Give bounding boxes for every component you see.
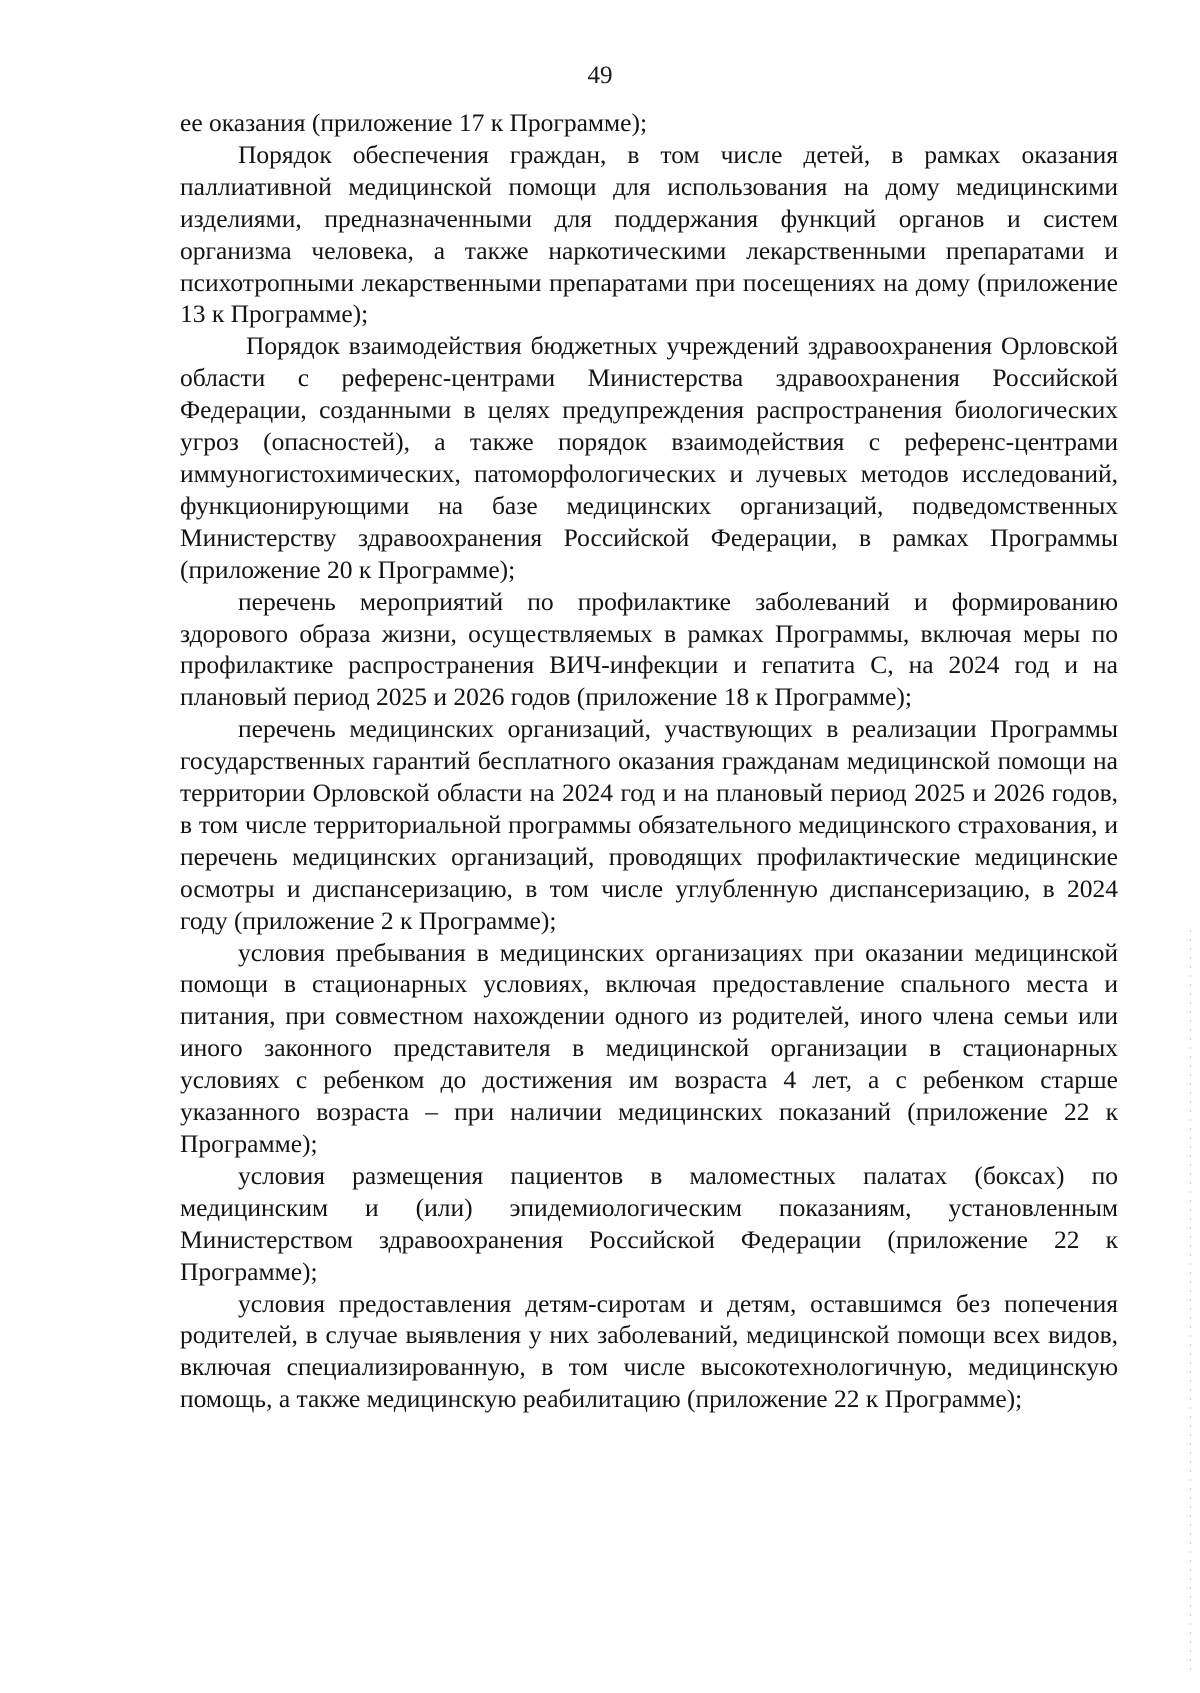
paragraph: условия предоставления детям-сиротам и детям, оставшимся без попечения родителей, в случае выявления у них заболеваний, медицинской помощи всех видов, включая специализированную, в том числе высокотехнологичную, медицинскую помощь, а также медицинскую реабилитацию (приложение 22 к Программе); xyxy=(180,1288,1118,1414)
paragraph: Порядок обеспечения граждан, в том числе детей, в рамках оказания паллиативной медицинской помощи для использования на дому медицинскими изделиями, предназначенными для поддержания функций органов и систем организма человека, а также наркотическими лекарственными препаратами и психотропными лекарственными препаратами при посещениях на дому (приложение 13 к Программе); xyxy=(180,139,1118,329)
scan-edge-mark xyxy=(1190,930,1191,1670)
paragraph: условия размещения пациентов в маломестных палатах (боксах) по медицинским и (или) эпидемиологическим показаниям, установленным Министерством здравоохранения Российской Федерации (приложение 22 к Программе); xyxy=(180,1160,1118,1286)
document-body xyxy=(180,107,1118,1415)
paragraph: ее оказания (приложение 17 к Программе); xyxy=(180,108,648,137)
paragraph: перечень медицинских организаций, участвующих в реализации Программы государственных гарантий бесплатного оказания гражданам медицинской помощи на территории Орловской области на 2024 год и на плановый период 2025 и 2026 годов, в том числе территориальной программы обязательного медицинского страхования, и перечень медицинских организаций, проводящих профилактические медицинские осмотры и диспансеризацию, в том числе углубленную диспансеризацию, в 2024 году (приложение 2 к Программе); xyxy=(180,714,1118,935)
paragraph: условия пребывания в медицинских организациях при оказании медицинской помощи в стационарных условиях, включая предоставление спального места и питания, при совместном нахождении одного из родителей, иного члена семьи или иного законного представителя в медицинской организации в стационарных условиях с ребенком до достижения им возраста 4 лет, а с ребенком старше указанного возраста – при наличии медицинских показаний (приложение 22 к Программе); xyxy=(180,937,1118,1158)
page-number: 49 xyxy=(587,62,613,89)
paragraph: перечень мероприятий по профилактике заболеваний и формированию здорового образа жизни, осуществляемых в рамках Программы, включая меры по профилактике распространения ВИЧ-инфекции и гепатита С, на 2024 год и на плановый период 2025 и 2026 годов (приложение 18 к Программе); xyxy=(180,586,1118,712)
paragraph: Порядок взаимодействия бюджетных учреждений здравоохранения Орловской области с референс-центрами Министерства здравоохранения Российской Федерации, созданными в целях предупреждения распространения биологических угроз (опасностей), а также порядок взаимодействия с референс-центрами иммуногистохимических, патоморфологических и лучевых методов исследований, функционирующими на базе медицинских организаций, подведомственных Министерству здравоохранения Российской Федерации, в рамках Программы (приложение 20 к Программе); xyxy=(180,331,1118,584)
